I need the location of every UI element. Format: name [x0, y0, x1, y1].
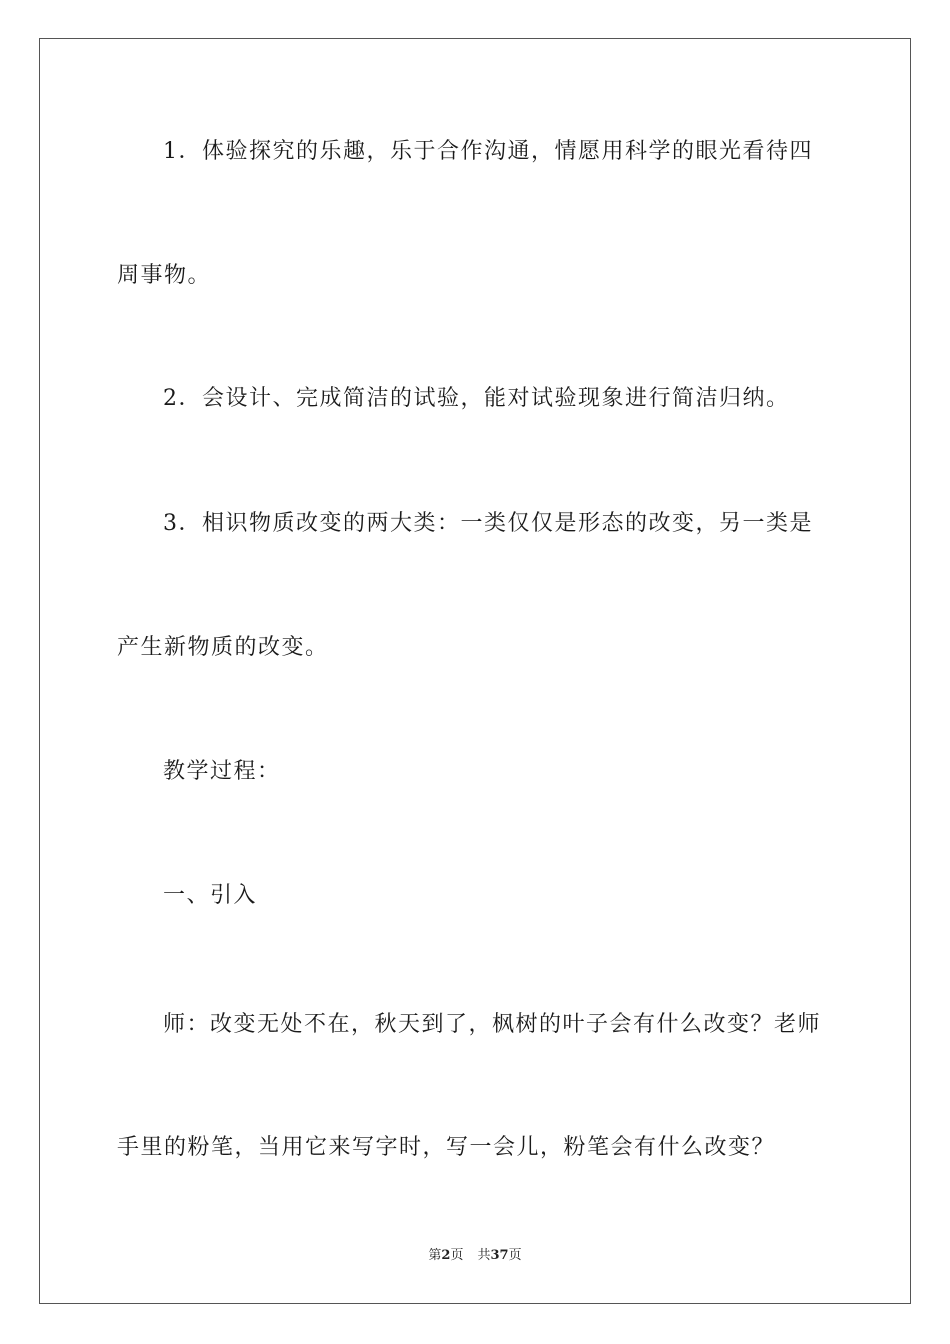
footer-total-prefix: 共: [477, 1248, 491, 1263]
footer-page-number: 2: [441, 1248, 451, 1263]
page-border: [39, 38, 911, 1304]
paragraph-1-line-2: 周事物。: [117, 263, 212, 288]
section-heading-introduction: 一、引入: [163, 883, 258, 908]
footer-page-prefix: 第: [428, 1248, 442, 1263]
paragraph-2-line-1: 2．会设计、完成简洁的试验，能对试验现象进行简洁归纳。: [163, 386, 790, 411]
paragraph-3-line-2: 产生新物质的改变。: [117, 635, 329, 660]
section-heading-teaching-process: 教学过程：: [163, 759, 281, 784]
footer-total-suffix: 页: [508, 1248, 522, 1263]
paragraph-3-line-1: 3．相识物质改变的两大类：一类仅仅是形态的改变，另一类是: [163, 511, 813, 536]
page-footer: [0, 1247, 950, 1265]
footer-total-pages: 37: [490, 1248, 509, 1263]
paragraph-1-line-1: 1．体验探究的乐趣，乐于合作沟通，情愿用科学的眼光看待四: [163, 139, 813, 164]
paragraph-6-line-1: 师：改变无处不在，秋天到了，枫树的叶子会有什么改变？老师: [163, 1012, 822, 1037]
footer-page-suffix: 页: [450, 1248, 464, 1263]
paragraph-6-line-2: 手里的粉笔，当用它来写字时，写一会儿，粉笔会有什么改变？: [117, 1135, 776, 1160]
